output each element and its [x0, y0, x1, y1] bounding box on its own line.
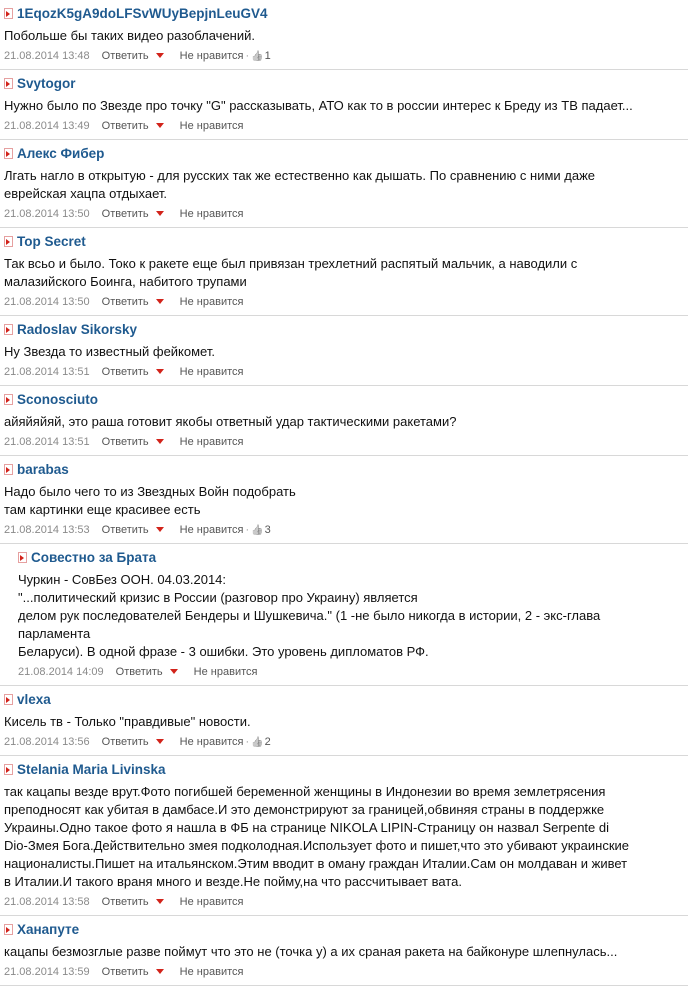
separator-dot: · [245, 736, 250, 748]
dislike-button[interactable]: Не нравится [179, 296, 244, 308]
caret-down-icon[interactable] [156, 53, 164, 58]
reply-button[interactable]: Ответить [101, 436, 149, 448]
comment-meta [4, 47, 682, 65]
arrow-right-icon [4, 924, 13, 935]
thumbs-up-icon[interactable]: 👍 [251, 51, 264, 62]
comment-item [0, 228, 688, 316]
dislike-button[interactable]: Не нравится [193, 666, 258, 678]
comment-text: Лгать нагло в открытую - для русских так же естественно как дышать. По сравнению с ними даже еврейская хацпа отдыхает. [4, 168, 596, 201]
comment-item [0, 316, 688, 386]
dislike-button[interactable]: Не нравится [179, 436, 244, 448]
comment-header [4, 756, 682, 780]
caret-down-icon[interactable] [156, 211, 164, 216]
comment-text: так кацапы везде врут.Фото погибшей беременной женщины в Индонезии во время землетрясения преподносят как убитая в дамбасе.И это демонстрируют за границей,обвиняя страны в поддержке Украины.Одно такое фото я нашла в ФБ на странице NIKOLA LIPIN-Страницу он назвал Serpente di Dio-Змея Бога.Действительно змея подколодная.Использует фото и пишет,что это убивают украинские националисты.Пишет на итальянском.Этим вводит в оману граждан Италии.Сам он молдаван и живет в Италии.И такого враня много и везде.Не пойму,на что рассчитывает вата. [4, 784, 630, 889]
reply-button[interactable]: Ответить [101, 524, 149, 536]
comment-date: 21.08.2014 14:09 [18, 666, 104, 678]
arrow-right-icon [4, 694, 13, 705]
arrow-right-icon [4, 764, 13, 775]
comment-text: Кисель тв - Только "правдивые" новости. [4, 714, 251, 729]
author-link[interactable]: vlexa [17, 692, 51, 707]
dislike-button[interactable]: Не нравится [179, 966, 244, 978]
comment-date: 21.08.2014 13:59 [4, 966, 90, 978]
comment-header [18, 544, 682, 568]
comment-header [4, 228, 682, 252]
comment-text: Так всьо и было. Токо к ракете еще был привязан трехлетний распятый мальчик, а наводили с малазийского Боинга, набитого трупами [4, 256, 578, 289]
caret-down-icon[interactable] [156, 527, 164, 532]
reply-button[interactable]: Ответить [101, 896, 149, 908]
author-link[interactable]: Svytogor [17, 76, 76, 91]
comment-header [4, 70, 682, 94]
reply-button[interactable]: Ответить [101, 296, 149, 308]
reply-button[interactable]: Ответить [101, 966, 149, 978]
comment-item [0, 386, 688, 456]
comment-meta [4, 893, 682, 911]
arrow-right-icon [4, 236, 13, 247]
comment-meta [4, 293, 682, 311]
comment-item [0, 756, 688, 916]
comment-header [4, 140, 682, 164]
comment-meta [18, 663, 682, 681]
caret-down-icon[interactable] [156, 739, 164, 744]
arrow-right-icon [4, 324, 13, 335]
comment-meta [4, 733, 682, 751]
comment-date: 21.08.2014 13:56 [4, 736, 90, 748]
comment-meta [4, 963, 682, 981]
comment-meta [4, 117, 682, 135]
arrow-right-icon [18, 552, 27, 563]
thumbs-up-icon[interactable]: 👍 [251, 737, 264, 748]
arrow-right-icon [4, 148, 13, 159]
arrow-right-icon [4, 8, 13, 19]
caret-down-icon[interactable] [156, 369, 164, 374]
dislike-button[interactable]: Не нравится [179, 736, 244, 748]
author-link[interactable]: Radoslav Sikorsky [17, 322, 138, 337]
author-link[interactable]: barabas [17, 462, 69, 477]
author-link[interactable]: Top Secret [17, 234, 86, 249]
author-link[interactable]: Sconosciuto [17, 392, 99, 407]
comment-date: 21.08.2014 13:50 [4, 296, 90, 308]
author-link[interactable]: Совестно за Брата [31, 550, 157, 565]
reply-button[interactable]: Ответить [101, 120, 149, 132]
comment-date: 21.08.2014 13:49 [4, 120, 90, 132]
like-count: 1 [264, 50, 271, 62]
comment-text: Ну Звезда то известный фейкомет. [4, 344, 215, 359]
caret-down-icon[interactable] [156, 123, 164, 128]
dislike-button[interactable]: Не нравится [179, 524, 244, 536]
comment-header [4, 386, 682, 410]
comment-text: айяйяйяй, это раша готовит якобы ответный удар тактическими ракетами? [4, 414, 457, 429]
comment-date: 21.08.2014 13:48 [4, 50, 90, 62]
comment-header [4, 686, 682, 710]
reply-button[interactable]: Ответить [115, 666, 163, 678]
dislike-button[interactable]: Не нравится [179, 366, 244, 378]
comment-text: Побольше бы таких видео разоблачений. [4, 28, 255, 43]
comment-item [0, 140, 688, 228]
comment-date: 21.08.2014 13:51 [4, 436, 90, 448]
caret-down-icon[interactable] [156, 299, 164, 304]
comment-date: 21.08.2014 13:58 [4, 896, 90, 908]
dislike-button[interactable]: Не нравится [179, 896, 244, 908]
reply-button[interactable]: Ответить [101, 50, 149, 62]
comment-date: 21.08.2014 13:53 [4, 524, 90, 536]
arrow-right-icon [4, 464, 13, 475]
comment-item [0, 916, 688, 986]
comment-header [4, 0, 682, 24]
comment-meta [4, 521, 682, 539]
author-link[interactable]: Stelania Maria Livinska [17, 762, 166, 777]
comment-meta [4, 433, 682, 451]
dislike-button[interactable]: Не нравится [179, 208, 244, 220]
reply-button[interactable]: Ответить [101, 736, 149, 748]
reply-comment [0, 544, 688, 686]
comment-item [0, 0, 688, 70]
dislike-button[interactable]: Не нравится [179, 50, 244, 62]
author-link[interactable]: Ханапуте [17, 922, 80, 937]
comment-item [0, 70, 688, 140]
comment-text: кацапы безмозглые разве поймут что это не (точка у) а их сраная ракета на байконуре шлепнулась... [4, 944, 618, 959]
author-link[interactable]: 1EqozK5gA9doLFSvWUyBepjnLeuGV4 [17, 6, 268, 21]
separator-dot: · [245, 524, 250, 536]
arrow-right-icon [4, 394, 13, 405]
like-count: 3 [264, 524, 271, 536]
thumbs-up-icon[interactable]: 👍 [251, 525, 264, 536]
dislike-button[interactable]: Не нравится [179, 120, 244, 132]
caret-down-icon[interactable] [156, 969, 164, 974]
comment-header [4, 316, 682, 340]
comment-item [0, 456, 688, 544]
comment-text: Нужно было по Звезде про точку "G" рассказывать, АТО как то в россии интерес к Бреду из ТВ падает... [4, 98, 633, 113]
separator-dot: · [245, 50, 250, 62]
reply-button[interactable]: Ответить [101, 366, 149, 378]
comment-item [0, 686, 688, 756]
caret-down-icon[interactable] [170, 669, 178, 674]
comment-header [4, 916, 682, 940]
comment-text: Надо было чего то из Звездных Войн подобрать там картинки еще красивее есть [4, 484, 296, 517]
comment-text: Чуркин - СовБез ООН. 04.03.2014: "...политический кризис в России (разговор про Украину) является делом рук последователей Бендеры и Шушкевича." (1 -не было никогда в истории, 2 - экс-глава парламента Беларуси). В одной фразе - 3 ошибки. Это уровень дипломатов РФ. [18, 572, 601, 659]
comment-date: 21.08.2014 13:51 [4, 366, 90, 378]
author-link[interactable]: Алекс Фибер [17, 146, 105, 161]
comment-meta [4, 205, 682, 223]
caret-down-icon[interactable] [156, 899, 164, 904]
reply-button[interactable]: Ответить [101, 208, 149, 220]
comment-header [4, 456, 682, 480]
arrow-right-icon [4, 78, 13, 89]
comment-date: 21.08.2014 13:50 [4, 208, 90, 220]
like-count: 2 [264, 736, 271, 748]
comment-meta [4, 363, 682, 381]
caret-down-icon[interactable] [156, 439, 164, 444]
